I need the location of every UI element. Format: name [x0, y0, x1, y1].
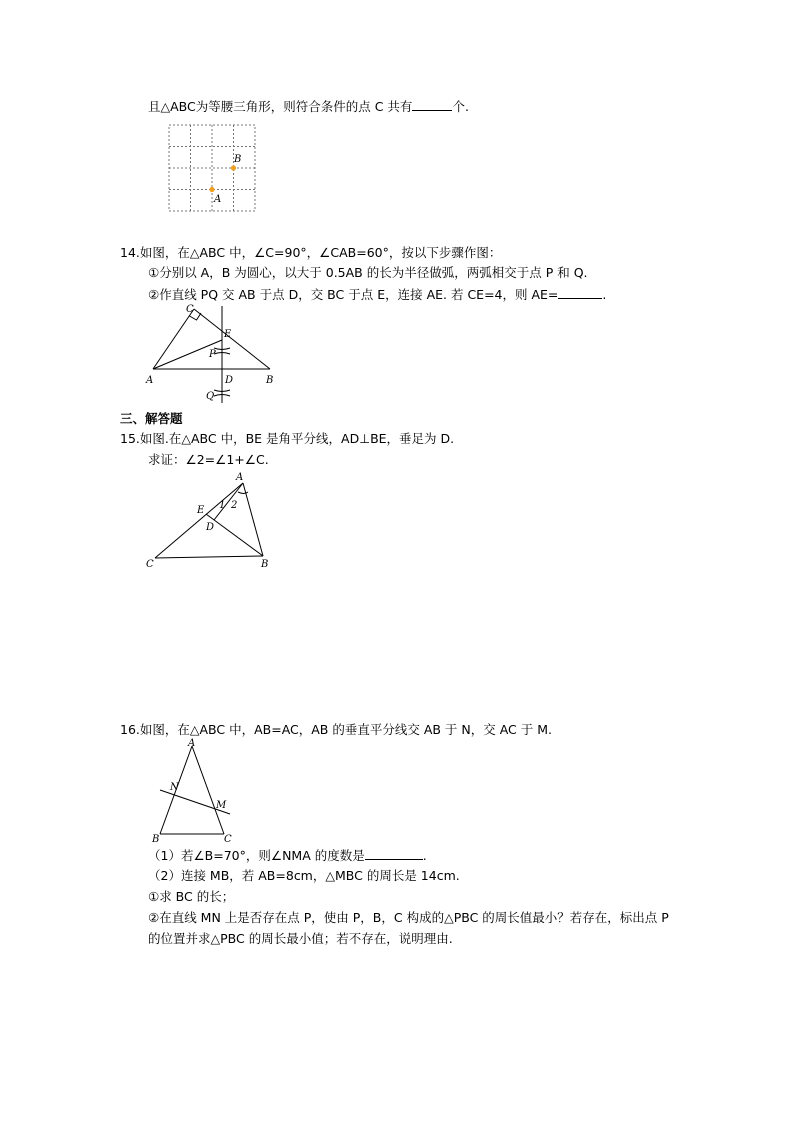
q15-label-2: 2 [231, 500, 238, 511]
q14-label-e: E [224, 329, 232, 340]
q14-step1: ①分别以 A，B 为圆心，以大于 0.5AB 的长为半径做弧，两弧相交于点 P 和 Q. [148, 265, 588, 280]
q14-step2-before: ②作直线 PQ 交 AB 于点 D，交 BC 于点 E，连接 AE. 若 CE=4，则 AE= [148, 287, 559, 302]
q14-segment-cb [194, 309, 270, 369]
q14-label-a: A [146, 375, 154, 386]
q13-text-before: 且△ABC为等腰三角形，则符合条件的点 C 共有 [148, 99, 413, 114]
q16-label-b: B [152, 834, 160, 845]
q15-segment-ca [155, 483, 243, 558]
q14-label-d: D [225, 375, 234, 386]
q15-stem: 15.如图.在△ABC 中，BE 是角平分线，AD⊥BE，垂足为 D. [120, 431, 455, 446]
q16-sub2-line1: ②在直线 MN 上是否存在点 P，使由 P，B，C 构成的△PBC 的周长值最小？若存在，标出点 P [148, 910, 669, 925]
q13-answer-blank [412, 97, 452, 111]
q15-figure [145, 470, 275, 570]
q16-label-n: N [170, 782, 179, 793]
q15-prove: 求证：∠2=∠1+∠C. [148, 452, 269, 467]
q16-part1-after: . [422, 848, 427, 863]
q15-label-e: E [197, 505, 205, 516]
q13-label-a: A [214, 194, 222, 205]
q14-label-b: B [266, 375, 274, 386]
q15-label-b: B [261, 559, 269, 570]
section-title: 三、解答题 [120, 411, 183, 426]
q13-text-after: 个. [452, 99, 469, 114]
q16-answer-blank [365, 846, 423, 860]
q16-label-m: M [216, 800, 227, 811]
q16-sub2-line2: 的位置并求△PBC 的周长最小值；若不存在，说明理由. [148, 931, 453, 946]
q14-figure [145, 302, 280, 404]
q15-label-d: D [206, 522, 215, 533]
q16-part2: （2）连接 MB，若 AB=8cm，△MBC 的周长是 14cm. [148, 868, 460, 883]
q16-sub1: ①求 BC 的长； [148, 889, 235, 904]
q14-answer-blank [558, 285, 602, 299]
q15-label-c: C [146, 559, 154, 570]
q16-label-c: C [224, 834, 232, 845]
q15-label-1: 1 [219, 500, 226, 511]
q15-angle-arc [238, 492, 248, 494]
q16-label-a: A [188, 738, 196, 749]
q14-label-p: P [209, 349, 216, 360]
q16-part1 [148, 846, 427, 865]
q15-segment-cb [155, 556, 263, 558]
q13-grid-lines [169, 125, 255, 211]
q13-label-b: B [234, 154, 242, 165]
q13-text [148, 97, 469, 116]
q13-grid-figure [167, 123, 259, 213]
q16-segment-ac [192, 746, 224, 834]
q16-part1-before: （1）若∠B=70°，则∠NMA 的度数是 [148, 848, 365, 863]
q14-step2-after: . [602, 287, 607, 302]
q16-stem: 16.如图，在△ABC 中，AB=AC，AB 的垂直平分线交 AB 于 N，交 AC 于 M. [120, 722, 552, 737]
q15-segment-be [206, 514, 263, 556]
q13-point-b [231, 165, 236, 170]
q15-segment-ab [243, 483, 263, 556]
q14-label-q: Q [206, 391, 215, 402]
q15-label-a: A [236, 472, 244, 483]
q13-point-a [209, 187, 214, 192]
q14-label-c: C [186, 304, 194, 315]
q14-stem: 14.如图，在△ABC 中，∠C=90°，∠CAB=60°，按以下步骤作图： [120, 245, 502, 260]
q16-figure [148, 738, 248, 846]
